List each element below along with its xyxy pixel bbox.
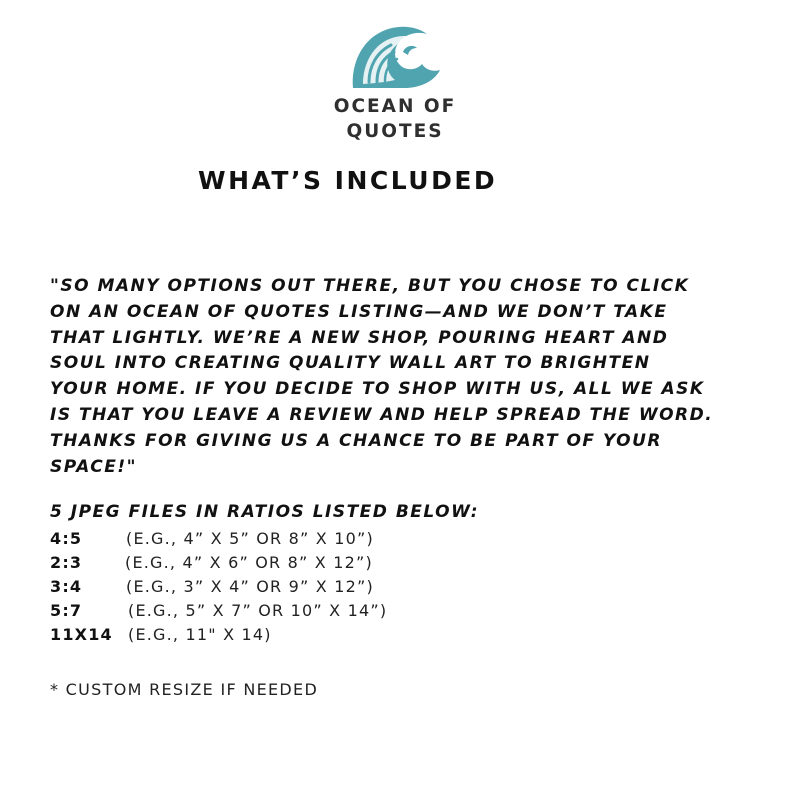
page-heading: WHAT’S INCLUDED (198, 166, 498, 195)
ratio-label: 3:4 (50, 577, 83, 596)
quote-line: YOUR HOME. IF YOU DECIDE TO SHOP WITH US, ALL WE ASK (50, 379, 705, 400)
ratio-label: 2:3 (50, 553, 83, 572)
ratio-description: (E.G., 4” X 5” OR 8” X 10”) (126, 529, 374, 548)
ratio-description: (E.G., 5” X 7” OR 10” X 14”) (128, 601, 388, 620)
quote-line: ON AN OCEAN OF QUOTES LISTING—AND WE DON’T TAKE (50, 301, 668, 322)
ratio-description: (E.G., 11" X 14) (128, 625, 272, 644)
ratio-label: 11X14 (50, 625, 113, 644)
brand-logo (330, 22, 460, 144)
quote-paragraph (50, 274, 770, 480)
custom-resize-note: * CUSTOM RESIZE IF NEEDED (50, 680, 319, 699)
quote-line: SOUL INTO CREATING QUALITY WALL ART TO BRIGHTEN (50, 353, 651, 374)
ratio-label: 5:7 (50, 601, 83, 620)
brand-name-line2: QUOTES (346, 121, 444, 142)
brand-name-line1: OCEAN OF (333, 96, 457, 117)
files-title: 5 JPEG FILES IN RATIOS LISTED BELOW: (50, 502, 480, 522)
quote-line: THAT LIGHTLY. WE’RE A NEW SHOP, POURING HEART AND (50, 327, 669, 348)
ratio-label: 4:5 (50, 529, 83, 548)
ratio-description: (E.G., 3” X 4” OR 9” X 12”) (126, 577, 374, 596)
quote-line: IS THAT YOU LEAVE A REVIEW AND HELP SPREAD THE WORD. (50, 404, 714, 425)
quote-line: "SO MANY OPTIONS OUT THERE, BUT YOU CHOSE TO CLICK (50, 276, 690, 296)
brand-name (330, 94, 460, 144)
quote-line: SPACE!" (50, 456, 137, 477)
wave-icon (347, 22, 443, 92)
ratio-description: (E.G., 4” X 6” OR 8” X 12”) (125, 553, 373, 572)
quote-line: THANKS FOR GIVING US A CHANCE TO BE PART OF YOUR (50, 430, 662, 451)
